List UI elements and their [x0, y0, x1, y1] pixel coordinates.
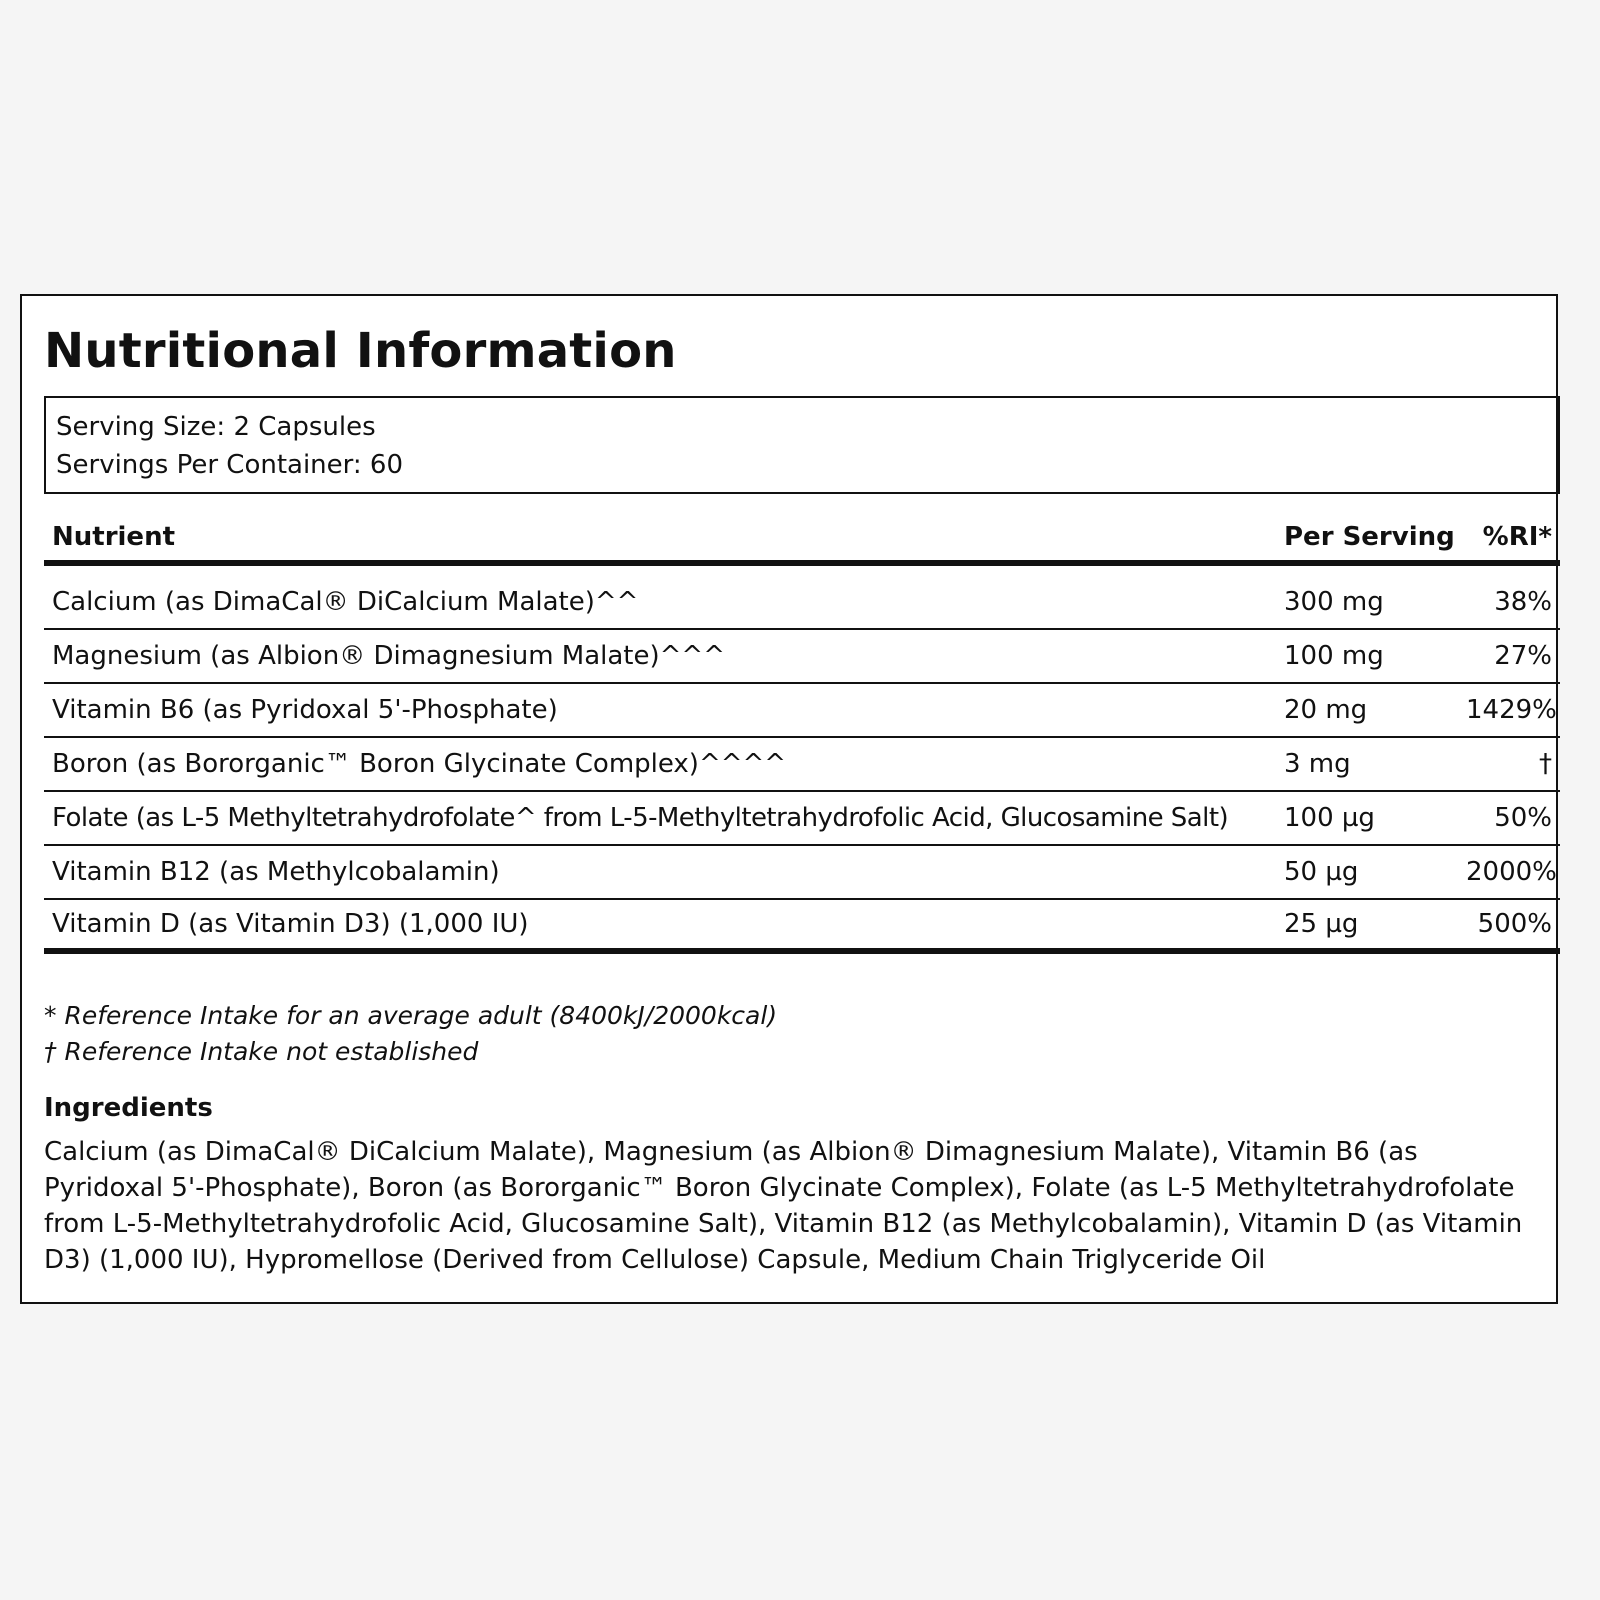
- nutrient-name: Boron (as Bororganic™ Boron Glycinate Complex)^^^^: [52, 749, 787, 779]
- servings-per-container: Servings Per Container: 60: [56, 450, 404, 480]
- footnotes: [44, 998, 777, 1070]
- ingredients-heading: Ingredients: [44, 1093, 213, 1123]
- nutrient-amount: 100 mg: [1284, 641, 1384, 671]
- table-row: [44, 684, 1560, 738]
- ingredients-text: Calcium (as DimaCal® DiCalcium Malate), Magnesium (as Albion® Dimagnesium Malate), Vitamin B6 (as Pyridoxal 5'-Phosphate), Boron (as Bororganic™ Boron Glycinate Complex), Folate (as L-5 Methyltetrahydrofolate from L-5-Methyltetrahydrofolic Acid, Glucosamine Salt), Vitamin B12 (as Methylcobalamin), Vitamin D (as Vitamin D3) (1,000 IU), Hypromellose (Derived from Cellulose) Capsule, Medium Chain Triglyceride Oil: [44, 1137, 1523, 1275]
- table-row: [44, 738, 1560, 792]
- page-title: Nutritional Information: [44, 323, 677, 379]
- serving-size: Serving Size: 2 Capsules: [56, 412, 376, 442]
- nutrient-name: Folate (as L-5 Methyltetrahydrofolate^ from L-5-Methyltetrahydrofolic Acid, Glucosamine Salt): [52, 803, 1229, 833]
- table-row: [44, 630, 1560, 684]
- nutrient-amount: 20 mg: [1284, 695, 1368, 725]
- nutrient-name: Vitamin D (as Vitamin D3) (1,000 IU): [52, 909, 529, 939]
- table-row: [44, 846, 1560, 900]
- nutrient-ri: 50%: [1494, 803, 1552, 833]
- nutrient-name: Magnesium (as Albion® Dimagnesium Malate)^^^: [52, 641, 725, 671]
- table-header-row: [44, 514, 1560, 566]
- serving-info-box: [44, 396, 1560, 494]
- nutrient-ri: 1429%: [1466, 695, 1557, 725]
- nutrient-table: [44, 514, 1560, 954]
- header-per-serving: Per Serving: [1284, 522, 1455, 552]
- nutrient-amount: 50 µg: [1284, 857, 1359, 887]
- nutrient-amount: 3 mg: [1284, 749, 1351, 779]
- nutrient-ri: 38%: [1494, 587, 1552, 617]
- nutrient-ri: †: [1539, 749, 1552, 779]
- nutrient-amount: 25 µg: [1284, 909, 1359, 939]
- header-ri: %RI*: [1482, 522, 1552, 552]
- dagger-footnote: † Reference Intake not established: [44, 1037, 479, 1066]
- table-row: [44, 576, 1560, 630]
- nutrient-name: Vitamin B6 (as Pyridoxal 5'-Phosphate): [52, 695, 558, 725]
- nutrient-amount: 100 µg: [1284, 803, 1375, 833]
- ri-footnote: * Reference Intake for an average adult (8400kJ/2000kcal): [44, 1001, 778, 1030]
- nutrient-ri: 2000%: [1466, 857, 1557, 887]
- nutrient-name: Vitamin B12 (as Methylcobalamin): [52, 857, 500, 887]
- nutrient-amount: 300 mg: [1284, 587, 1384, 617]
- table-row: [44, 900, 1560, 954]
- nutrient-ri: 27%: [1494, 641, 1552, 671]
- header-nutrient: Nutrient: [52, 522, 176, 552]
- nutrient-ri: 500%: [1477, 909, 1552, 939]
- table-row: [44, 792, 1560, 846]
- nutrition-label: [20, 294, 1558, 1304]
- nutrient-name: Calcium (as DimaCal® DiCalcium Malate)^^: [52, 587, 639, 617]
